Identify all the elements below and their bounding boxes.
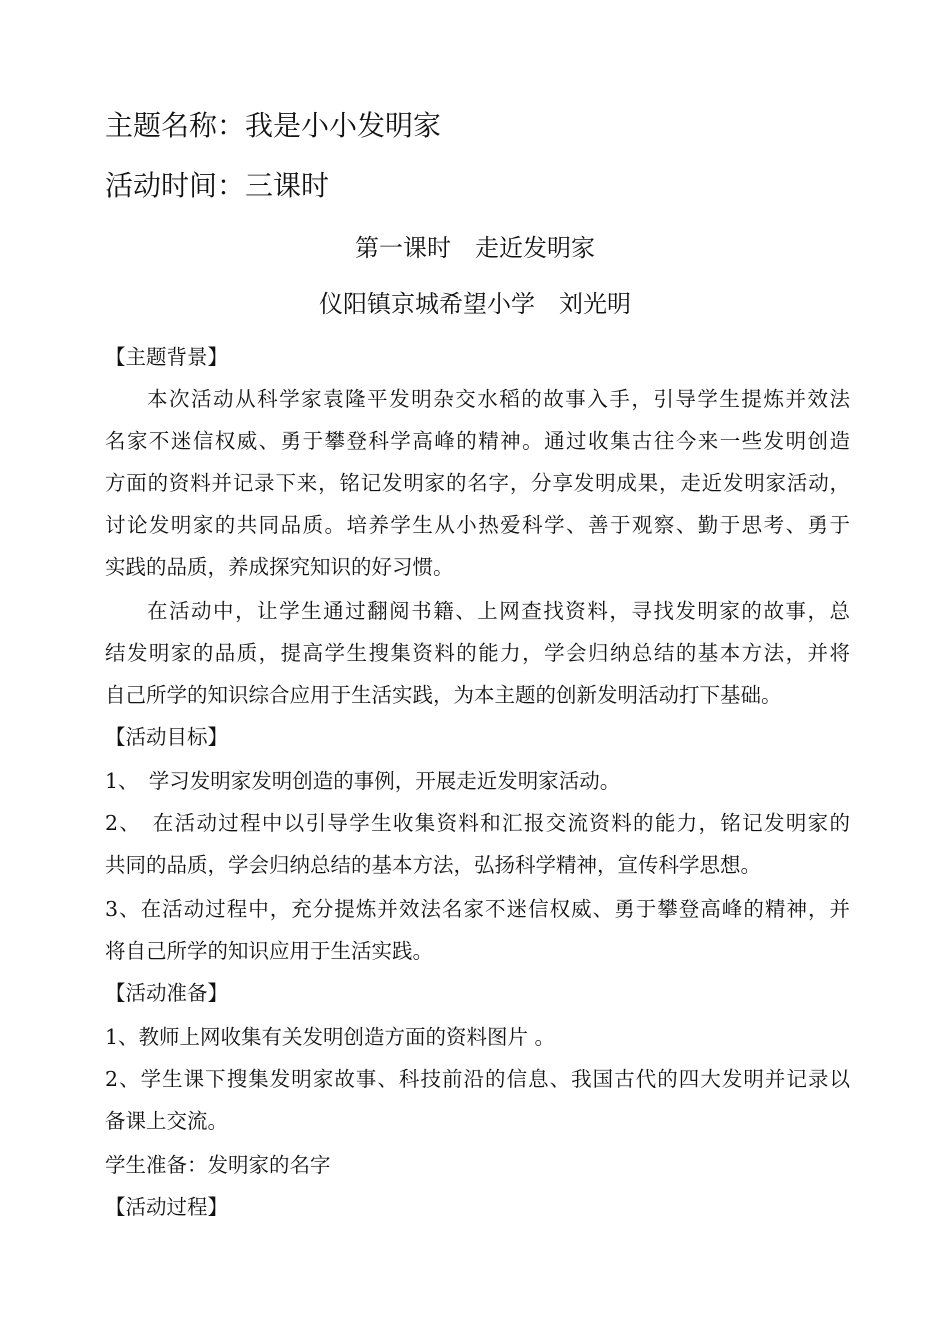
background-line: 方面的资料并记录下来，铭记发明家的名字，分享发明成果，走近发明家活动， <box>105 471 850 495</box>
prep-line: 备课上交流。 <box>105 1109 228 1133</box>
prep-line: 1、教师上网收集有关发明创造方面的资料图片 。 <box>105 1025 556 1049</box>
background-line: 结发明家的品质，提高学生搜集资料的能力，学会归纳总结的基本方法，并将 <box>105 641 850 665</box>
process-heading: 【活动过程】 <box>105 1195 228 1219</box>
background-heading: 【主题背景】 <box>105 345 228 369</box>
goal-line: 将自己所学的知识应用于生活实践。 <box>105 939 433 963</box>
goal-line: 2、 在活动过程中以引导学生收集资料和汇报交流资料的能力，铭记发明家的 <box>105 811 850 835</box>
goal-line: 1、 学习发明家发明创造的事例，开展走近发明家活动。 <box>105 769 621 793</box>
background-line: 在活动中，让学生通过翻阅书籍、上网查找资料，寻找发明家的故事，总 <box>147 599 850 623</box>
background-line: 名家不迷信权威、勇于攀登科学高峰的精神。通过收集古往今来一些发明创造 <box>105 429 850 453</box>
goal-line: 共同的品质，学会归纳总结的基本方法，弘扬科学精神，宣传科学思想。 <box>105 853 761 877</box>
activity-duration: 活动时间：三课时 <box>105 169 330 202</box>
background-line: 自己所学的知识综合应用于生活实践，为本主题的创新发明活动打下基础。 <box>105 683 782 707</box>
prep-line: 学生准备：发明家的名字 <box>105 1153 331 1177</box>
goal-line: 3、在活动过程中，充分提炼并效法名家不迷信权威、勇于攀登高峰的精神，并 <box>105 897 850 921</box>
prep-heading: 【活动准备】 <box>105 981 228 1005</box>
background-line: 实践的品质，养成探究知识的好习惯。 <box>105 555 454 579</box>
background-line: 本次活动从科学家袁隆平发明杂交水稻的故事入手，引导学生提炼并效法 <box>147 387 850 411</box>
goals-heading: 【活动目标】 <box>105 725 228 749</box>
prep-line: 2、学生课下搜集发明家故事、科技前沿的信息、我国古代的四大发明并记录以 <box>105 1067 850 1091</box>
author-line: 仪阳镇京城希望小学 刘光明 <box>319 290 631 318</box>
lesson-title: 第一课时 走近发明家 <box>355 234 595 262</box>
background-line: 讨论发明家的共同品质。培养学生从小热爱科学、善于观察、勤于思考、勇于 <box>105 513 850 537</box>
theme-title: 主题名称：我是小小发明家 <box>105 109 442 142</box>
